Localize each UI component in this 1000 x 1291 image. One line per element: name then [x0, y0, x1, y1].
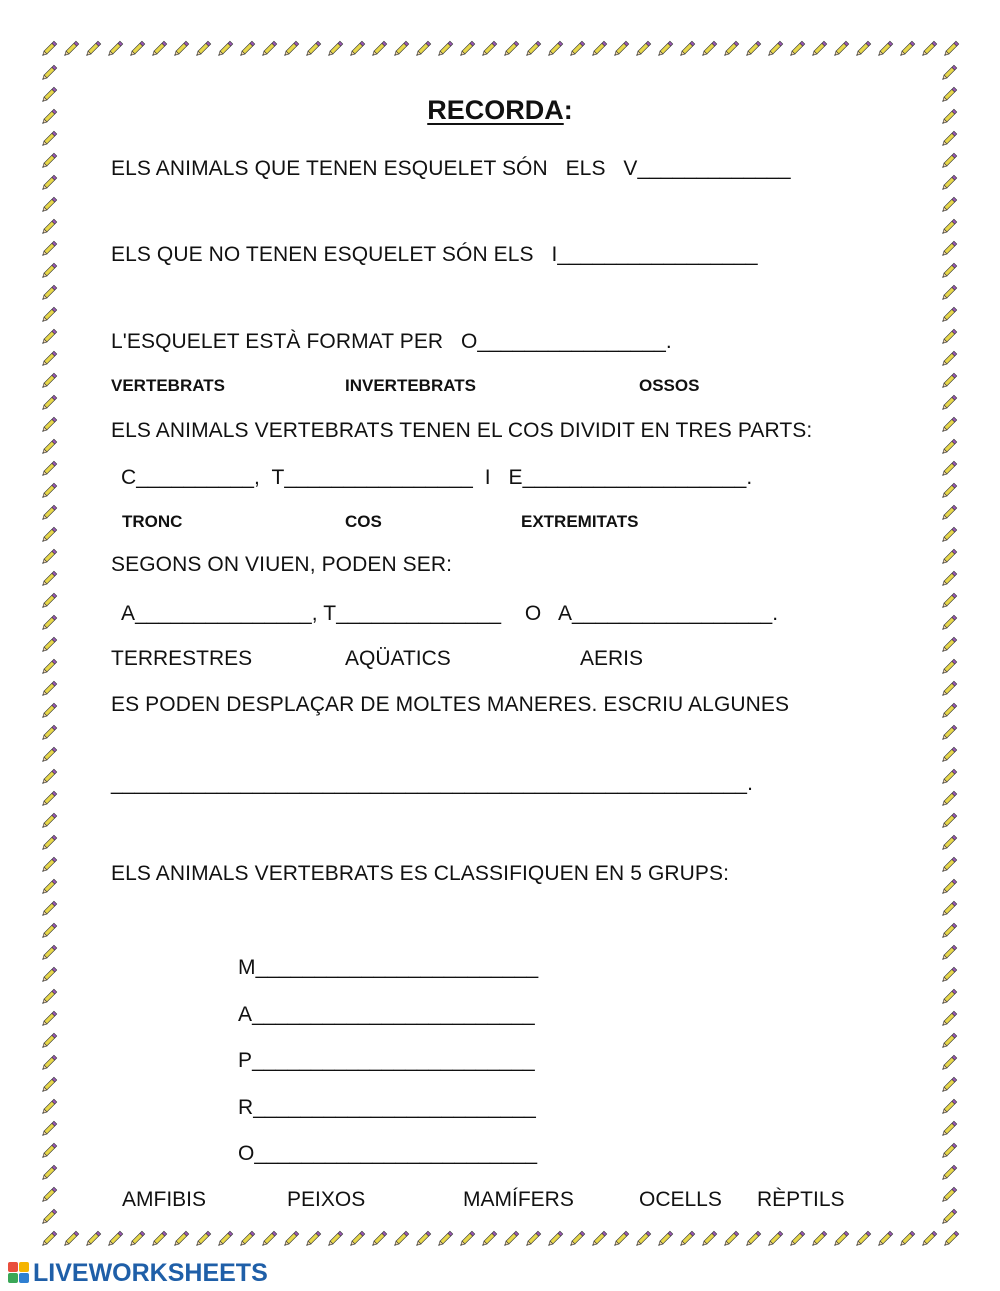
pencil-icon: [938, 1118, 960, 1140]
pencil-icon: [170, 38, 192, 60]
pencil-icon: [38, 1184, 60, 1206]
pencil-icon: [478, 1228, 500, 1250]
pencil-icon: [938, 304, 960, 326]
pencil-icon: [38, 1162, 60, 1184]
word-bank-2-item: COS: [345, 512, 382, 531]
pencil-icon: [938, 942, 960, 964]
pencil-icon: [434, 38, 456, 60]
pencil-icon: [938, 370, 960, 392]
word-bank-2-item: EXTREMITATS: [521, 512, 639, 531]
pencil-icon: [38, 1030, 60, 1052]
pencil-icon: [412, 38, 434, 60]
sentence-ossos[interactable]: L'ESQUELET ESTÀ FORMAT PER O________________.: [111, 330, 672, 353]
pencil-icon: [938, 1030, 960, 1052]
pencil-icon: [60, 38, 82, 60]
pencil-icon: [456, 1228, 478, 1250]
sentence-three-parts: ELS ANIMALS VERTEBRATS TENEN EL COS DIVIDIT EN TRES PARTS:: [111, 419, 813, 442]
pencil-icon: [896, 38, 918, 60]
pencil-icon: [654, 1228, 676, 1250]
pencil-icon: [938, 854, 960, 876]
pencil-icon: [938, 568, 960, 590]
pencil-icon: [938, 282, 960, 304]
pencil-icon: [938, 1008, 960, 1030]
pencil-icon: [38, 326, 60, 348]
pencil-icon: [148, 38, 170, 60]
pencil-icon: [38, 656, 60, 678]
pencil-icon: [566, 1228, 588, 1250]
pencil-icon: [938, 458, 960, 480]
word-bank-4-item: OCELLS: [639, 1188, 722, 1211]
pencil-icon: [938, 920, 960, 942]
pencil-icon: [38, 942, 60, 964]
pencil-icon: [368, 38, 390, 60]
pencil-icon: [938, 1096, 960, 1118]
pencil-icon: [38, 524, 60, 546]
pencil-icon: [588, 38, 610, 60]
pencil-icon: [38, 1118, 60, 1140]
page-title: RECORDA:: [427, 95, 573, 125]
pencil-icon: [38, 612, 60, 634]
pencil-icon: [742, 1228, 764, 1250]
pencil-icon: [654, 38, 676, 60]
border-top: [38, 38, 962, 62]
pencil-icon: [38, 1206, 60, 1228]
pencil-icon: [830, 1228, 852, 1250]
pencil-icon: [38, 1074, 60, 1096]
pencil-icon: [938, 260, 960, 282]
pencil-icon: [938, 766, 960, 788]
pencil-icon: [938, 1184, 960, 1206]
pencil-icon: [610, 1228, 632, 1250]
pencil-icon: [38, 436, 60, 458]
pencil-icon: [38, 260, 60, 282]
pencil-icon: [938, 788, 960, 810]
pencil-icon: [522, 1228, 544, 1250]
pencil-icon: [808, 38, 830, 60]
pencil-icon: [82, 38, 104, 60]
pencil-icon: [938, 810, 960, 832]
pencil-icon: [346, 1228, 368, 1250]
pencil-icon: [38, 854, 60, 876]
word-bank-3-item: AQÜATICS: [345, 647, 451, 670]
pencil-icon: [720, 38, 742, 60]
sentence-invertebrats[interactable]: ELS QUE NO TENEN ESQUELET SÓN ELS I_________________: [111, 243, 758, 266]
pencil-icon: [764, 38, 786, 60]
pencil-icon: [918, 38, 940, 60]
pencil-icon: [38, 480, 60, 502]
pencil-icon: [38, 1140, 60, 1162]
pencil-icon: [742, 38, 764, 60]
pencil-icon: [938, 1140, 960, 1162]
pencil-icon: [938, 194, 960, 216]
pencil-icon: [940, 1228, 962, 1250]
pencil-icon: [60, 1228, 82, 1250]
pencil-icon: [632, 38, 654, 60]
border-bottom: [38, 1228, 962, 1252]
pencil-icon: [38, 1052, 60, 1074]
word-bank-4-item: MAMÍFERS: [463, 1188, 574, 1211]
sentence-five-groups: ELS ANIMALS VERTEBRATS ES CLASSIFIQUEN EN 5 GRUPS:: [111, 862, 730, 885]
pencil-icon: [500, 1228, 522, 1250]
pencil-icon: [38, 964, 60, 986]
pencil-icon: [938, 216, 960, 238]
pencil-icon: [938, 172, 960, 194]
pencil-icon: [938, 634, 960, 656]
group-blank[interactable]: R________________________: [238, 1096, 536, 1119]
pencil-icon: [938, 1074, 960, 1096]
logo-text: LIVEWORKSHEETS: [33, 1258, 268, 1287]
word-bank-1-item: VERTEBRATS: [111, 376, 225, 395]
pencil-icon: [38, 1228, 60, 1250]
pencil-icon: [38, 414, 60, 436]
pencil-icon: [390, 38, 412, 60]
pencil-icon: [938, 502, 960, 524]
pencil-icon: [938, 744, 960, 766]
pencil-icon: [38, 502, 60, 524]
pencil-icon: [938, 898, 960, 920]
sentence-movement: ES PODEN DESPLAÇAR DE MOLTES MANERES. ESCRIU ALGUNES: [111, 693, 790, 716]
pencil-icon: [852, 38, 874, 60]
pencil-icon: [170, 1228, 192, 1250]
pencil-icon: [38, 634, 60, 656]
pencil-icon: [38, 986, 60, 1008]
sentence-habitat: SEGONS ON VIUEN, PODEN SER:: [111, 553, 453, 576]
pencil-icon: [280, 1228, 302, 1250]
pencil-icon: [698, 38, 720, 60]
pencil-icon: [938, 1052, 960, 1074]
pencil-icon: [830, 38, 852, 60]
border-right: [938, 62, 962, 1228]
pencil-icon: [938, 964, 960, 986]
pencil-icon: [938, 480, 960, 502]
pencil-icon: [938, 700, 960, 722]
pencil-icon: [786, 38, 808, 60]
pencil-icon: [38, 38, 60, 60]
movement-answer-blank[interactable]: ______________________________________________________.: [111, 772, 754, 795]
pencil-icon: [236, 38, 258, 60]
pencil-icon: [544, 1228, 566, 1250]
pencil-icon: [324, 1228, 346, 1250]
pencil-icon: [390, 1228, 412, 1250]
pencil-icon: [38, 216, 60, 238]
pencil-icon: [566, 38, 588, 60]
pencil-icon: [346, 38, 368, 60]
liveworksheets-logo[interactable]: [8, 1260, 268, 1286]
pencil-icon: [938, 524, 960, 546]
pencil-icon: [38, 238, 60, 260]
word-bank-4-item: PEIXOS: [287, 1188, 366, 1211]
pencil-icon: [676, 38, 698, 60]
logo-icon: [8, 1262, 30, 1284]
pencil-icon: [38, 546, 60, 568]
pencil-icon: [38, 744, 60, 766]
pencil-icon: [192, 1228, 214, 1250]
pencil-icon: [938, 150, 960, 172]
pencil-icon: [214, 1228, 236, 1250]
group-blank[interactable]: P________________________: [238, 1049, 535, 1072]
pencil-icon: [412, 1228, 434, 1250]
pencil-icon: [938, 678, 960, 700]
pencil-icon: [938, 128, 960, 150]
pencil-icon: [938, 876, 960, 898]
pencil-icon: [280, 38, 302, 60]
pencil-icon: [610, 38, 632, 60]
pencil-icon: [938, 238, 960, 260]
pencil-icon: [38, 370, 60, 392]
pencil-icon: [38, 62, 60, 84]
pencil-icon: [126, 1228, 148, 1250]
group-blank[interactable]: O________________________: [238, 1142, 538, 1165]
pencil-icon: [104, 1228, 126, 1250]
pencil-icon: [192, 38, 214, 60]
pencil-icon: [82, 1228, 104, 1250]
word-bank-3-item: AERIS: [580, 647, 644, 670]
pencil-icon: [544, 38, 566, 60]
pencil-icon: [808, 1228, 830, 1250]
group-blank[interactable]: M________________________: [238, 956, 539, 979]
pencil-icon: [236, 1228, 258, 1250]
pencil-icon: [938, 392, 960, 414]
pencil-icon: [38, 920, 60, 942]
pencil-icon: [938, 590, 960, 612]
pencil-icon: [764, 1228, 786, 1250]
pencil-icon: [38, 172, 60, 194]
sentence-body-parts-blanks[interactable]: C__________, T________________ I E___________________.: [121, 466, 753, 489]
pencil-icon: [214, 38, 236, 60]
pencil-icon: [938, 656, 960, 678]
pencil-icon: [852, 1228, 874, 1250]
pencil-icon: [938, 612, 960, 634]
pencil-icon: [874, 1228, 896, 1250]
pencil-icon: [38, 876, 60, 898]
pencil-icon: [938, 436, 960, 458]
pencil-icon: [302, 38, 324, 60]
pencil-icon: [786, 1228, 808, 1250]
pencil-icon: [938, 326, 960, 348]
pencil-icon: [938, 1162, 960, 1184]
pencil-icon: [368, 1228, 390, 1250]
pencil-icon: [38, 766, 60, 788]
word-bank-3-item: TERRESTRES: [111, 647, 253, 670]
pencil-icon: [918, 1228, 940, 1250]
pencil-icon: [940, 38, 962, 60]
pencil-icon: [38, 150, 60, 172]
pencil-icon: [38, 722, 60, 744]
pencil-icon: [38, 832, 60, 854]
pencil-icon: [38, 568, 60, 590]
group-blank[interactable]: A________________________: [238, 1003, 535, 1026]
pencil-icon: [938, 348, 960, 370]
pencil-icon: [148, 1228, 170, 1250]
pencil-icon: [38, 304, 60, 326]
pencil-icon: [258, 38, 280, 60]
pencil-icon: [434, 1228, 456, 1250]
pencil-icon: [698, 1228, 720, 1250]
pencil-icon: [938, 832, 960, 854]
pencil-icon: [38, 128, 60, 150]
pencil-icon: [258, 1228, 280, 1250]
word-bank-4-item: RÈPTILS: [757, 1188, 845, 1211]
word-bank-1-item: INVERTEBRATS: [345, 376, 476, 395]
pencil-icon: [676, 1228, 698, 1250]
pencil-icon: [38, 458, 60, 480]
pencil-icon: [38, 194, 60, 216]
pencil-icon: [324, 38, 346, 60]
pencil-icon: [938, 546, 960, 568]
border-left: [38, 62, 62, 1228]
sentence-vertebrats[interactable]: ELS ANIMALS QUE TENEN ESQUELET SÓN ELS V_____________: [111, 157, 791, 180]
pencil-icon: [38, 282, 60, 304]
word-bank-1-item: OSSOS: [639, 376, 700, 395]
pencil-icon: [522, 38, 544, 60]
pencil-icon: [38, 348, 60, 370]
pencil-icon: [632, 1228, 654, 1250]
pencil-icon: [126, 38, 148, 60]
pencil-icon: [38, 788, 60, 810]
pencil-icon: [38, 678, 60, 700]
sentence-habitat-blanks[interactable]: A_______________, T______________ O A_________________.: [121, 602, 779, 625]
pencil-icon: [38, 1096, 60, 1118]
pencil-icon: [938, 414, 960, 436]
pencil-icon: [38, 590, 60, 612]
word-bank-2-item: TRONC: [122, 512, 183, 531]
pencil-icon: [38, 810, 60, 832]
pencil-icon: [38, 1008, 60, 1030]
pencil-icon: [302, 1228, 324, 1250]
pencil-icon: [456, 38, 478, 60]
pencil-icon: [588, 1228, 610, 1250]
pencil-icon: [938, 722, 960, 744]
pencil-icon: [38, 700, 60, 722]
pencil-icon: [720, 1228, 742, 1250]
pencil-icon: [38, 898, 60, 920]
pencil-icon: [38, 392, 60, 414]
pencil-icon: [104, 38, 126, 60]
pencil-icon: [874, 38, 896, 60]
word-bank-4-item: AMFIBIS: [122, 1188, 207, 1211]
pencil-icon: [500, 38, 522, 60]
pencil-icon: [896, 1228, 918, 1250]
pencil-icon: [938, 62, 960, 84]
pencil-icon: [938, 986, 960, 1008]
pencil-icon: [938, 1206, 960, 1228]
pencil-icon: [478, 38, 500, 60]
